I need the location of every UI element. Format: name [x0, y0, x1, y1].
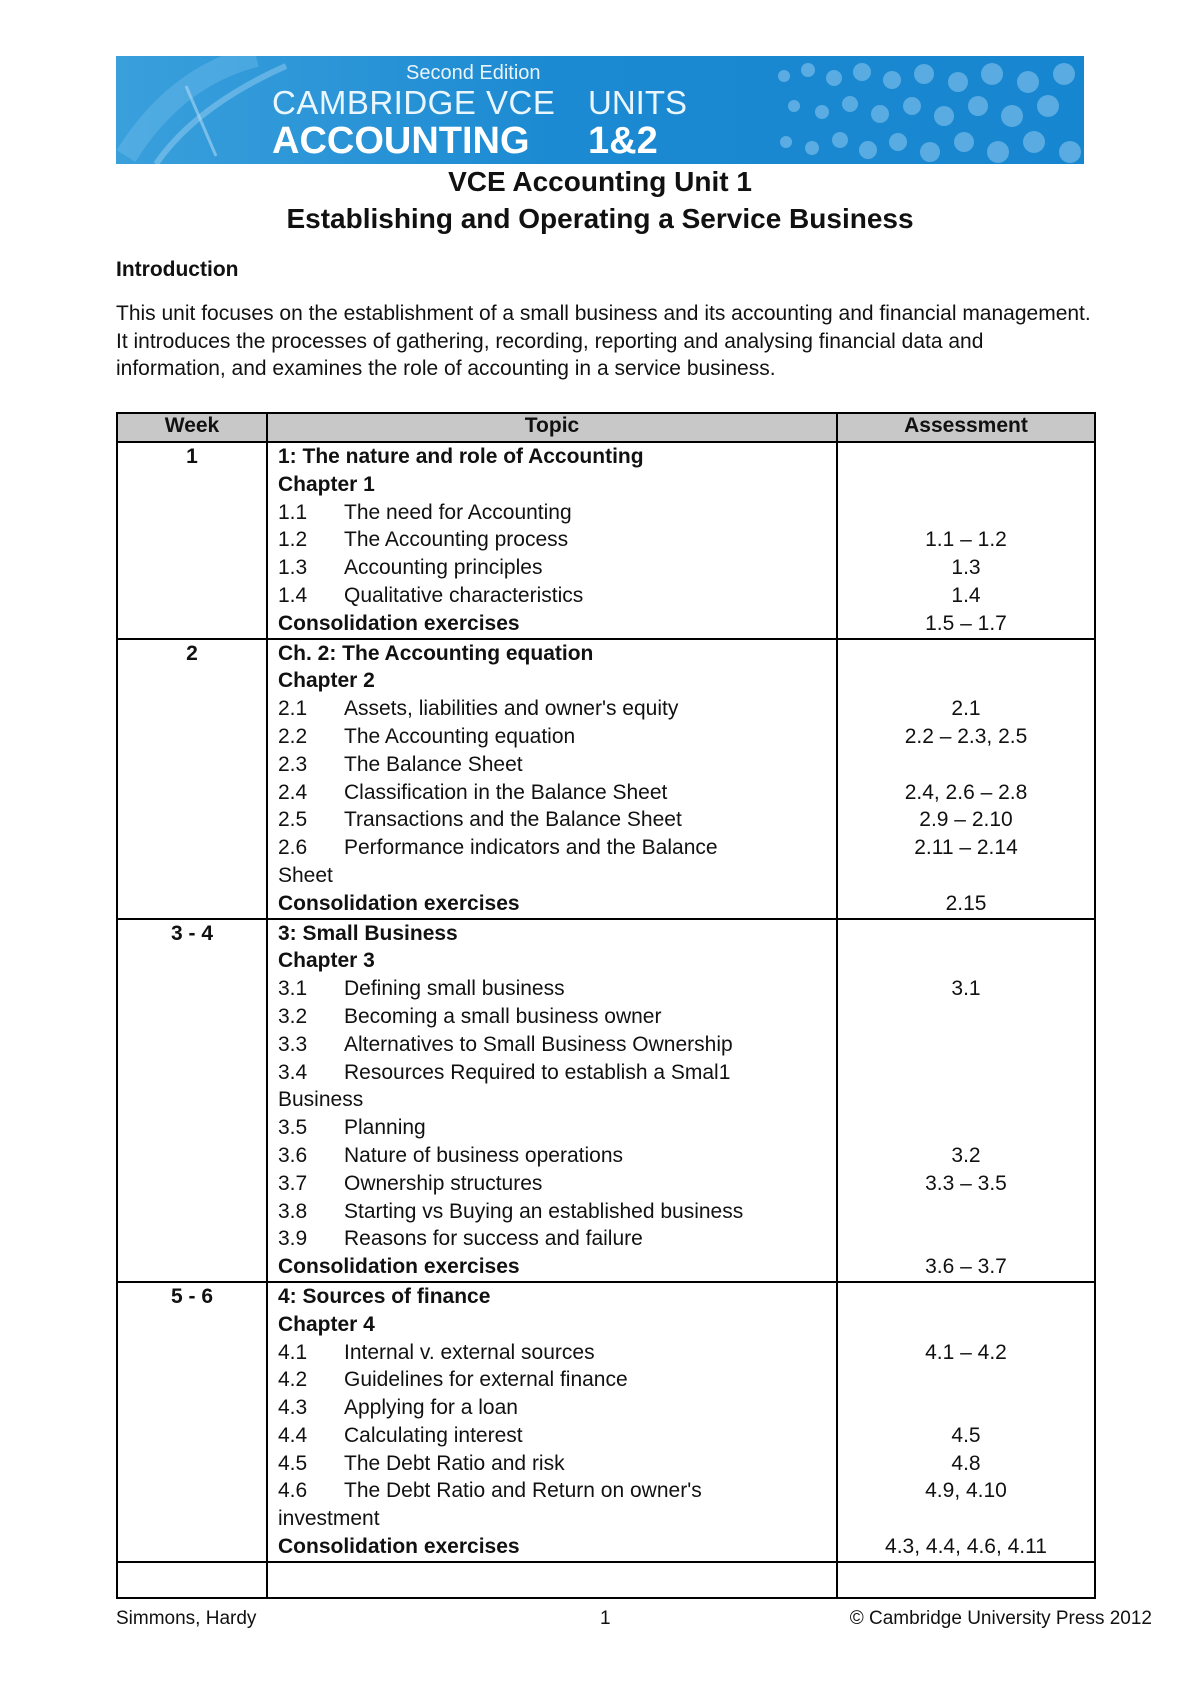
section-number: 3.8 — [278, 1199, 308, 1223]
introduction-heading: Introduction — [116, 258, 239, 281]
topic-header: Topic — [267, 413, 837, 442]
assessment-value: 4.9, 4.10 — [925, 1479, 1007, 1503]
topic-text: Consolidation exercises — [278, 891, 520, 915]
topic-text: The Accounting equation — [344, 724, 576, 748]
topic-text: 3: Small Business — [278, 921, 458, 945]
topic-line — [278, 1394, 826, 1422]
assessment-value: 2.11 – 2.14 — [914, 836, 1018, 860]
topic-line — [278, 975, 826, 1003]
table-header-row — [117, 413, 1095, 442]
topic-line — [278, 610, 826, 638]
topic-text: Calculating interest — [344, 1423, 523, 1447]
section-number: 4.2 — [278, 1368, 308, 1392]
footer-copyright: © Cambridge University Press 2012 — [849, 1608, 1152, 1629]
assessment-value — [848, 640, 1084, 668]
section-number: 3.7 — [278, 1171, 308, 1195]
topic-line — [278, 1477, 826, 1505]
section-number: 1.3 — [278, 556, 308, 580]
topic-line — [278, 1339, 826, 1367]
topic-text: Resources Required to establish a Smal1 — [344, 1060, 731, 1084]
topic-line — [278, 920, 826, 948]
empty-cell — [837, 1562, 1095, 1598]
dot-pattern-icon — [764, 56, 1084, 164]
topic-line — [278, 1505, 826, 1533]
topic-text: Consolidation exercises — [278, 611, 520, 635]
topic-line — [278, 499, 826, 527]
assessment-value: 3.2 — [951, 1143, 981, 1167]
topic-line — [278, 526, 826, 554]
topic-line — [278, 1533, 826, 1561]
topic-line — [278, 1253, 826, 1281]
assessment-value: 2.9 – 2.10 — [919, 808, 1013, 832]
section-number: 3.9 — [278, 1227, 308, 1251]
week-value: 2 — [186, 641, 198, 665]
table-body — [117, 442, 1095, 1598]
assessment-cell — [837, 442, 1095, 639]
assessment-value: 3.6 – 3.7 — [925, 1255, 1007, 1279]
topic-text: Chapter 4 — [278, 1312, 375, 1336]
assessment-value — [848, 1311, 1084, 1339]
section-number: 3.2 — [278, 1004, 308, 1028]
assessment-value — [848, 862, 1084, 890]
section-number: 4.1 — [278, 1340, 308, 1364]
section-number: 1.4 — [278, 583, 308, 607]
assessment-value — [848, 1225, 1084, 1253]
assessment-value: 1.3 — [951, 556, 981, 580]
table-row — [117, 1282, 1095, 1562]
section-number: 1.1 — [278, 500, 308, 524]
topic-text: Ownership structures — [344, 1171, 543, 1195]
assessment-value: 2.2 – 2.3, 2.5 — [904, 724, 1028, 748]
section-number: 4.3 — [278, 1396, 308, 1420]
section-number: 1.2 — [278, 528, 308, 552]
assessment-value: 4.1 – 4.2 — [925, 1340, 1007, 1364]
topic-line — [278, 779, 826, 807]
assessment-value — [848, 947, 1084, 975]
assessment-value — [848, 667, 1084, 695]
assessment-cell — [837, 639, 1095, 919]
table-row — [117, 639, 1095, 919]
section-number: 2.6 — [278, 836, 308, 860]
topic-line — [278, 1003, 826, 1031]
topic-text: Consolidation exercises — [278, 1535, 520, 1559]
topic-cell — [267, 919, 837, 1282]
assessment-value — [848, 1283, 1084, 1311]
assessment-value: 3.1 — [951, 977, 981, 1001]
topic-text: Ch. 2: The Accounting equation — [278, 641, 594, 665]
topic-line — [278, 1283, 826, 1311]
topic-text: Accounting principles — [344, 556, 543, 580]
topic-line — [278, 471, 826, 499]
section-number: 2.1 — [278, 697, 308, 721]
page-title: VCE Accounting Unit 1 — [448, 166, 752, 197]
topic-line — [278, 1198, 826, 1226]
assessment-value — [848, 471, 1084, 499]
section-number: 3.1 — [278, 977, 308, 1001]
topic-line — [278, 1311, 826, 1339]
assessment-value: 1.5 – 1.7 — [925, 611, 1007, 635]
assessment-value: 4.8 — [951, 1451, 981, 1475]
week-cell — [117, 639, 267, 919]
assessment-value — [848, 1394, 1084, 1422]
topic-line — [278, 1031, 826, 1059]
assessment-value: 3.3 – 3.5 — [925, 1171, 1007, 1195]
topic-line — [278, 554, 826, 582]
topic-text: Business — [278, 1088, 364, 1112]
footer-authors: Simmons, Hardy — [116, 1608, 257, 1629]
week-value: 5 - 6 — [170, 1284, 214, 1308]
section-number: 2.4 — [278, 780, 308, 804]
section-number: 2.2 — [278, 724, 308, 748]
assessment-value: 4.3, 4.4, 4.6, 4.11 — [885, 1535, 1047, 1559]
topic-line — [278, 890, 826, 918]
topic-line — [278, 806, 826, 834]
topic-text: The Debt Ratio and risk — [344, 1451, 565, 1475]
assessment-value — [848, 1086, 1084, 1114]
assessment-value — [848, 1505, 1084, 1533]
topic-text: 1: The nature and role of Accounting — [278, 445, 644, 468]
topic-text: Internal v. external sources — [344, 1340, 595, 1364]
topic-line — [278, 1114, 826, 1142]
week-value: 3 - 4 — [170, 921, 214, 945]
topic-text: Sheet — [278, 863, 333, 887]
assessment-cell — [837, 919, 1095, 1282]
week-cell — [117, 1282, 267, 1562]
introduction-text: This unit focuses on the establishment of a small business and its accounting and financial management. It introduces the processes of gathering, recording, reporting and analysing financial data and information, and examines the role of accounting in a service business. — [116, 302, 1091, 380]
topic-text: The Debt Ratio and Return on owner's — [344, 1479, 702, 1503]
section-number: 3.3 — [278, 1032, 308, 1056]
topic-cell — [267, 639, 837, 919]
topic-text: Becoming a small business owner — [344, 1004, 662, 1028]
assessment-value — [848, 1198, 1084, 1226]
footer-page-number: 1 — [600, 1608, 611, 1629]
section-number: 3.4 — [278, 1060, 308, 1084]
topic-text: Planning — [344, 1116, 426, 1140]
brand-line-2: ACCOUNTING — [272, 120, 530, 162]
empty-row — [117, 1562, 1095, 1598]
page-subtitle: Establishing and Operating a Service Business — [286, 203, 914, 234]
topic-text: investment — [278, 1507, 380, 1531]
table-row — [117, 919, 1095, 1282]
topic-line — [278, 582, 826, 610]
units-label: UNITS — [588, 84, 687, 121]
unit-plan-table — [116, 412, 1096, 1599]
week-cell — [117, 919, 267, 1282]
assessment-value — [848, 1366, 1084, 1394]
topic-text: Guidelines for external finance — [344, 1368, 628, 1392]
assessment-value — [848, 499, 1084, 527]
topic-line — [278, 667, 826, 695]
section-number: 4.6 — [278, 1479, 308, 1503]
topic-text: Classification in the Balance Sheet — [344, 780, 668, 804]
topic-text: Applying for a loan — [344, 1396, 518, 1420]
empty-cell — [267, 1562, 837, 1598]
section-number: 3.6 — [278, 1143, 308, 1167]
assessment-value — [848, 1031, 1084, 1059]
topic-text: 4: Sources of finance — [278, 1284, 491, 1308]
assessment-cell — [837, 1282, 1095, 1562]
topic-line — [278, 695, 826, 723]
topic-line — [278, 1366, 826, 1394]
topic-text: Chapter 2 — [278, 669, 375, 693]
header-banner — [116, 56, 1084, 164]
section-number: 2.3 — [278, 752, 308, 776]
topic-text: The need for Accounting — [344, 500, 572, 524]
topic-line — [278, 640, 826, 668]
assessment-value — [848, 443, 1084, 471]
assessment-header: Assessment — [837, 413, 1095, 442]
assessment-value: 1.1 – 1.2 — [925, 528, 1007, 552]
brand-line-1: CAMBRIDGE VCE — [272, 84, 556, 121]
section-number: 4.4 — [278, 1423, 308, 1447]
topic-line — [278, 1086, 826, 1114]
section-number: 4.5 — [278, 1451, 308, 1475]
topic-line — [278, 443, 826, 471]
assessment-value: 1.4 — [951, 583, 981, 607]
topic-line — [278, 1059, 826, 1087]
topic-line — [278, 1422, 826, 1450]
topic-text: Defining small business — [344, 977, 565, 1001]
units-value: 1&2 — [588, 120, 658, 162]
topic-line — [278, 1450, 826, 1478]
topic-text: Assets, liabilities and owner's equity — [344, 697, 679, 721]
topic-line — [278, 1170, 826, 1198]
assessment-value: 2.4, 2.6 – 2.8 — [904, 780, 1028, 804]
topic-text: Starting vs Buying an established business — [344, 1199, 744, 1223]
topic-line — [278, 1225, 826, 1253]
topic-text: The Accounting process — [344, 528, 569, 552]
topic-line — [278, 947, 826, 975]
week-header: Week — [117, 413, 267, 442]
topic-text: The Balance Sheet — [344, 752, 523, 776]
topic-text: Transactions and the Balance Sheet — [344, 808, 682, 832]
topic-line — [278, 751, 826, 779]
assessment-value — [848, 751, 1084, 779]
empty-cell — [117, 1562, 267, 1598]
topic-line — [278, 834, 826, 862]
assessment-value — [848, 1059, 1084, 1087]
assessment-value: 4.5 — [951, 1423, 981, 1447]
topic-text: Qualitative characteristics — [344, 583, 584, 607]
assessment-value: 2.15 — [945, 891, 987, 915]
assessment-value — [848, 1114, 1084, 1142]
topic-text: Reasons for success and failure — [344, 1227, 643, 1251]
topic-line — [278, 862, 826, 890]
topic-text: Chapter 3 — [278, 949, 375, 973]
assessment-value: 2.1 — [951, 697, 981, 721]
topic-text: Alternatives to Small Business Ownership — [344, 1032, 733, 1056]
topic-line — [278, 1142, 826, 1170]
topic-cell — [267, 442, 837, 639]
week-value: 1 — [186, 445, 198, 468]
assessment-value — [848, 1003, 1084, 1031]
week-cell — [117, 442, 267, 639]
edition-label: Second Edition — [406, 62, 541, 84]
topic-text: Chapter 1 — [278, 472, 375, 496]
table-row — [117, 442, 1095, 639]
topic-cell — [267, 1282, 837, 1562]
section-number: 3.5 — [278, 1116, 308, 1140]
topic-text: Consolidation exercises — [278, 1255, 520, 1279]
section-number: 2.5 — [278, 808, 308, 832]
topic-text: Nature of business operations — [344, 1143, 623, 1167]
assessment-value — [848, 920, 1084, 948]
topic-text: Performance indicators and the Balance — [344, 836, 718, 860]
topic-line — [278, 723, 826, 751]
